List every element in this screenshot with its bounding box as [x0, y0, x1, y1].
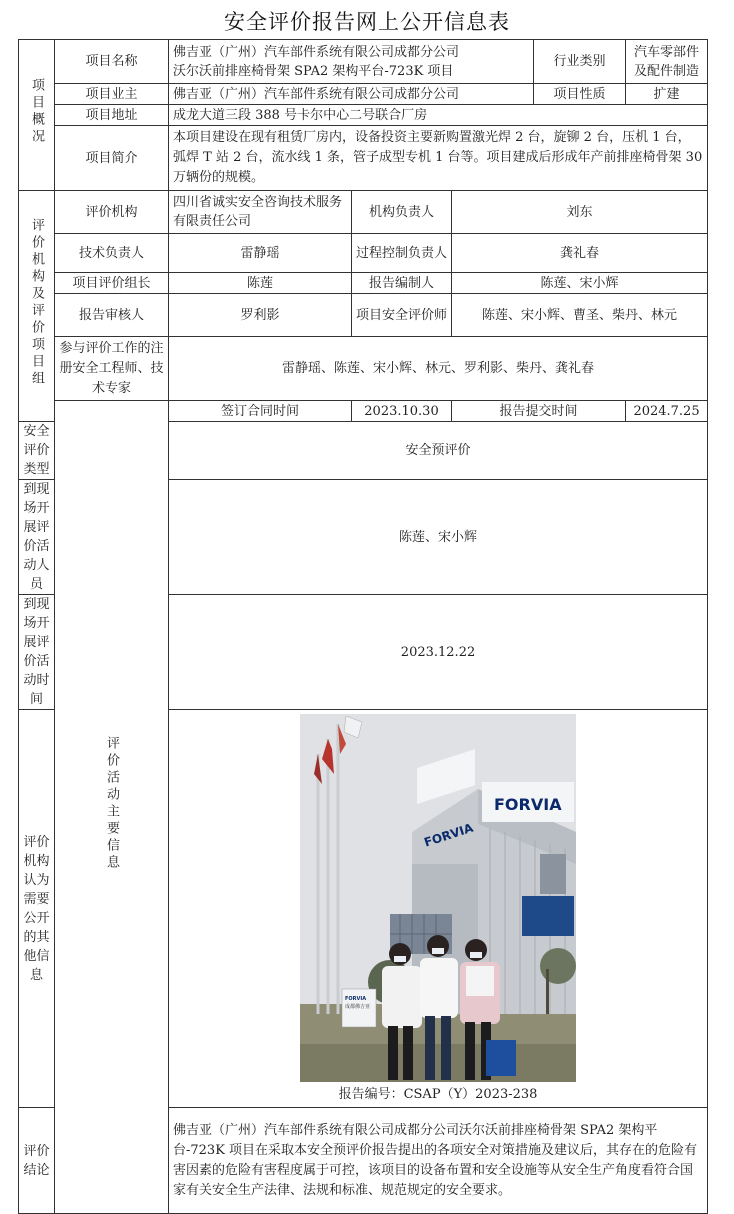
owner-value: 佛吉亚（广州）汽车部件系统有限公司成都分公司 — [169, 84, 534, 105]
sign-right-text: FORVIA — [494, 794, 562, 814]
assessor-label: 项目安全评价师 — [352, 294, 452, 337]
site-photo — [300, 714, 576, 1082]
site-people-label: 到现场开展评价活动人员 — [19, 480, 55, 595]
document-title: 安全评价报告网上公开信息表 — [224, 10, 510, 34]
intro-label: 项目简介 — [55, 126, 169, 191]
project-name-value: 佛吉亚（广州）汽车部件系统有限公司成都分公司 沃尔沃前排座椅骨架 SPA2 架构平台-723K 项目 — [169, 40, 534, 84]
engineers-value: 雷静瑶、陈莲、宋小辉、林元、罗利影、柴丹、龚礼春 — [169, 337, 708, 401]
industry-label: 行业类别 — [534, 40, 626, 84]
engineers-label: 参与评价工作的注册安全工程师、技术专家 — [55, 337, 169, 401]
process-value: 龚礼春 — [452, 234, 708, 273]
section-org: 评价机构及评价项目组 — [19, 191, 55, 422]
leader-value: 陈莲 — [169, 273, 352, 294]
nature-label: 项目性质 — [534, 84, 626, 105]
address-value: 成龙大道三段 388 号卡尔中心二号联合厂房 — [169, 105, 708, 126]
industry-value: 汽车零部件及配件制造 — [626, 40, 708, 84]
leader-label: 项目评价组长 — [55, 273, 169, 294]
report-number: 报告编号：CSAP（Y）2023-238 — [338, 1086, 538, 1102]
nature-value: 扩建 — [626, 84, 708, 105]
compiler-label: 报告编制人 — [352, 273, 452, 294]
submit-label: 报告提交时间 — [452, 401, 626, 422]
other-info-label: 评价机构认为需要公开的其他信息 — [19, 710, 55, 1108]
info-table — [18, 39, 708, 1214]
blue-board — [522, 896, 574, 936]
site-time-value: 2023.12.22 — [169, 595, 708, 710]
agency-label: 评价机构 — [55, 191, 169, 234]
owner-label: 项目业主 — [55, 84, 169, 105]
type-value: 安全预评价 — [169, 422, 708, 480]
tech-value: 雷静瑶 — [169, 234, 352, 273]
conclusion-value: 佛吉亚（广州）汽车部件系统有限公司成都分公司沃尔沃前排座椅骨架 SPA2 架构平台-723K 项目在采取本安全预评价报告提出的各项安全对策措施及建议后，其存在的危险有害因素的危险有害程度属于可控，该项目的设备布置和安全设施等从安全生产角度看符合国家有关安全生产法律、法规和标准、规范规定的安全要求。 — [169, 1108, 708, 1214]
head-value: 刘东 — [452, 191, 708, 234]
process-label: 过程控制负责人 — [352, 234, 452, 273]
site-photo-cell — [169, 710, 708, 1108]
reviewer-value: 罗利影 — [169, 294, 352, 337]
site-photo-illustration — [300, 714, 576, 1082]
sign-left-text: FORVIA — [422, 820, 475, 850]
address-label: 项目地址 — [55, 105, 169, 126]
contract-value: 2023.10.30 — [352, 401, 452, 422]
ground-sign-brand: FORVIA — [345, 995, 367, 1002]
project-name-label: 项目名称 — [55, 40, 169, 84]
submit-value: 2024.7.25 — [626, 401, 708, 422]
tech-label: 技术负责人 — [55, 234, 169, 273]
intro-value: 本项目建设在现有租赁厂房内，设备投资主要新购置激光焊 2 台，旋铆 2 台，压机 1 台，弧焊 T 站 2 台，流水线 1 条，管子成型专机 1 台等。项目建成后形成年产前排座椅骨架 30 万辆份的规模。 — [169, 126, 708, 191]
contract-label: 签订合同时间 — [169, 401, 352, 422]
section-overview: 项目概况 — [19, 40, 55, 191]
reviewer-label: 报告审核人 — [55, 294, 169, 337]
section-activity: 评价活动主要信息 — [55, 401, 169, 1214]
ground-sign-text: 成都佛吉亚 — [345, 1003, 371, 1010]
conclusion-label: 评价结论 — [19, 1108, 55, 1214]
type-label: 安全评价类型 — [19, 422, 55, 480]
tree-right — [540, 948, 576, 984]
site-people-value: 陈莲、宋小辉 — [169, 480, 708, 595]
site-time-label: 到现场开展评价活动时间 — [19, 595, 55, 710]
agency-value: 四川省诚实安全咨询技术服务有限责任公司 — [169, 191, 352, 234]
head-label: 机构负责人 — [352, 191, 452, 234]
assessor-value: 陈莲、宋小辉、曹圣、柴丹、林元 — [452, 294, 708, 337]
compiler-value: 陈莲、宋小辉 — [452, 273, 708, 294]
lawn — [300, 1044, 576, 1082]
